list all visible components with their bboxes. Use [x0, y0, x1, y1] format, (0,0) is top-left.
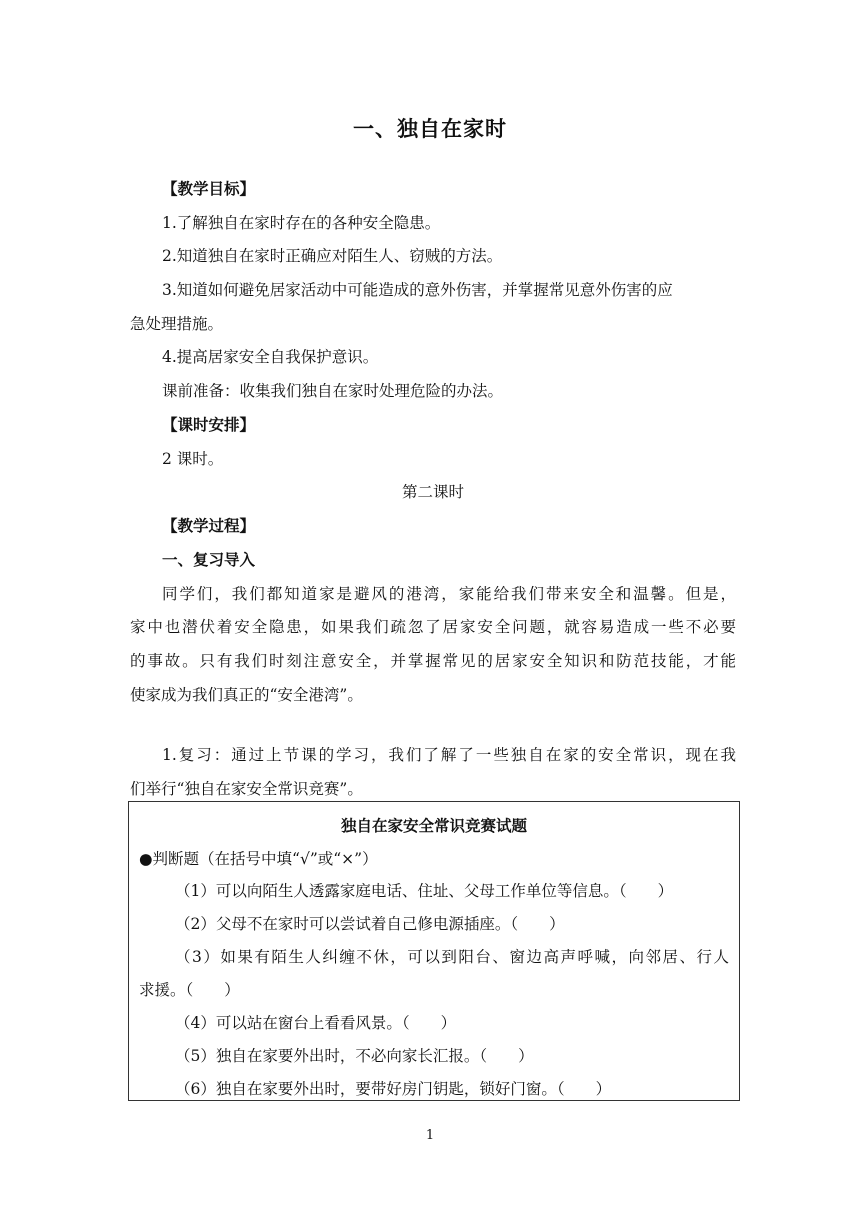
objective-item-4: 4.提高居家安全自我保护意识。	[162, 348, 379, 366]
page-number: 1	[425, 1128, 435, 1143]
review-line-2: 们举行“独自在家安全常识竞赛”。	[130, 780, 363, 798]
class-preparation: 课前准备：收集我们独自在家时处理危险的办法。	[162, 382, 504, 400]
intro-paragraph-line-3: 的事故。只有我们时刻注意安全，并掌握常见的居家安全知识和防范技能，才能	[130, 652, 736, 670]
quiz-question-6: （6）独自在家要外出时，要带好房门钥匙，锁好门窗。（ ）	[175, 1080, 612, 1098]
process-heading: 【教学过程】	[162, 517, 256, 535]
objective-item-1: 1.了解独自在家时存在的各种安全隐患。	[162, 214, 441, 232]
intro-paragraph-line-1: 同学们，我们都知道家是避风的港湾，家能给我们带来安全和温馨。但是，	[162, 585, 736, 603]
quiz-question-2: （2）父母不在家时可以尝试着自己修电源插座。（ ）	[175, 915, 565, 933]
quiz-question-1: （1）可以向陌生人透露家庭电话、住址、父母工作单位等信息。（ ）	[175, 882, 674, 900]
intro-paragraph-line-4: 使家成为我们真正的“安全港湾”。	[130, 686, 363, 704]
quiz-question-5: （5）独自在家要外出时，不必向家长汇报。（ ）	[175, 1047, 534, 1065]
page-title: 一、独自在家时	[353, 117, 507, 141]
quiz-question-3-line-2: 求援。（ ）	[139, 981, 240, 999]
objectives-heading: 【教学目标】	[162, 180, 256, 198]
lesson-label: 第二课时	[401, 483, 464, 501]
quiz-question-3-line-1: （3）如果有陌生人纠缠不休，可以到阳台、窗边高声呼喊，向邻居、行人	[175, 948, 729, 966]
schedule-value: 2 课时。	[162, 450, 224, 468]
objective-item-2: 2.知道独自在家时正确应对陌生人、窃贼的方法。	[162, 247, 503, 265]
section-review-intro: 一、复习导入	[162, 551, 256, 569]
quiz-type-label: ●判断题（在括号中填“√”或“×”）	[139, 850, 378, 868]
objective-item-3-line-1: 3.知道如何避免居家活动中可能造成的意外伤害，并掌握常见意外伤害的应	[162, 281, 673, 299]
quiz-title: 独自在家安全常识竞赛试题	[340, 817, 527, 835]
intro-paragraph-line-2: 家中也潜伏着安全隐患，如果我们疏忽了居家安全问题，就容易造成一些不必要	[130, 618, 736, 636]
schedule-heading: 【课时安排】	[162, 416, 256, 434]
quiz-question-4: （4）可以站在窗台上看看风景。（ ）	[175, 1014, 457, 1032]
objective-item-3-line-2: 急处理措施。	[130, 315, 224, 333]
review-line-1: 1.复习：通过上节课的学习，我们了解了一些独自在家的安全常识，现在我	[162, 746, 736, 764]
quiz-box	[128, 801, 740, 1101]
